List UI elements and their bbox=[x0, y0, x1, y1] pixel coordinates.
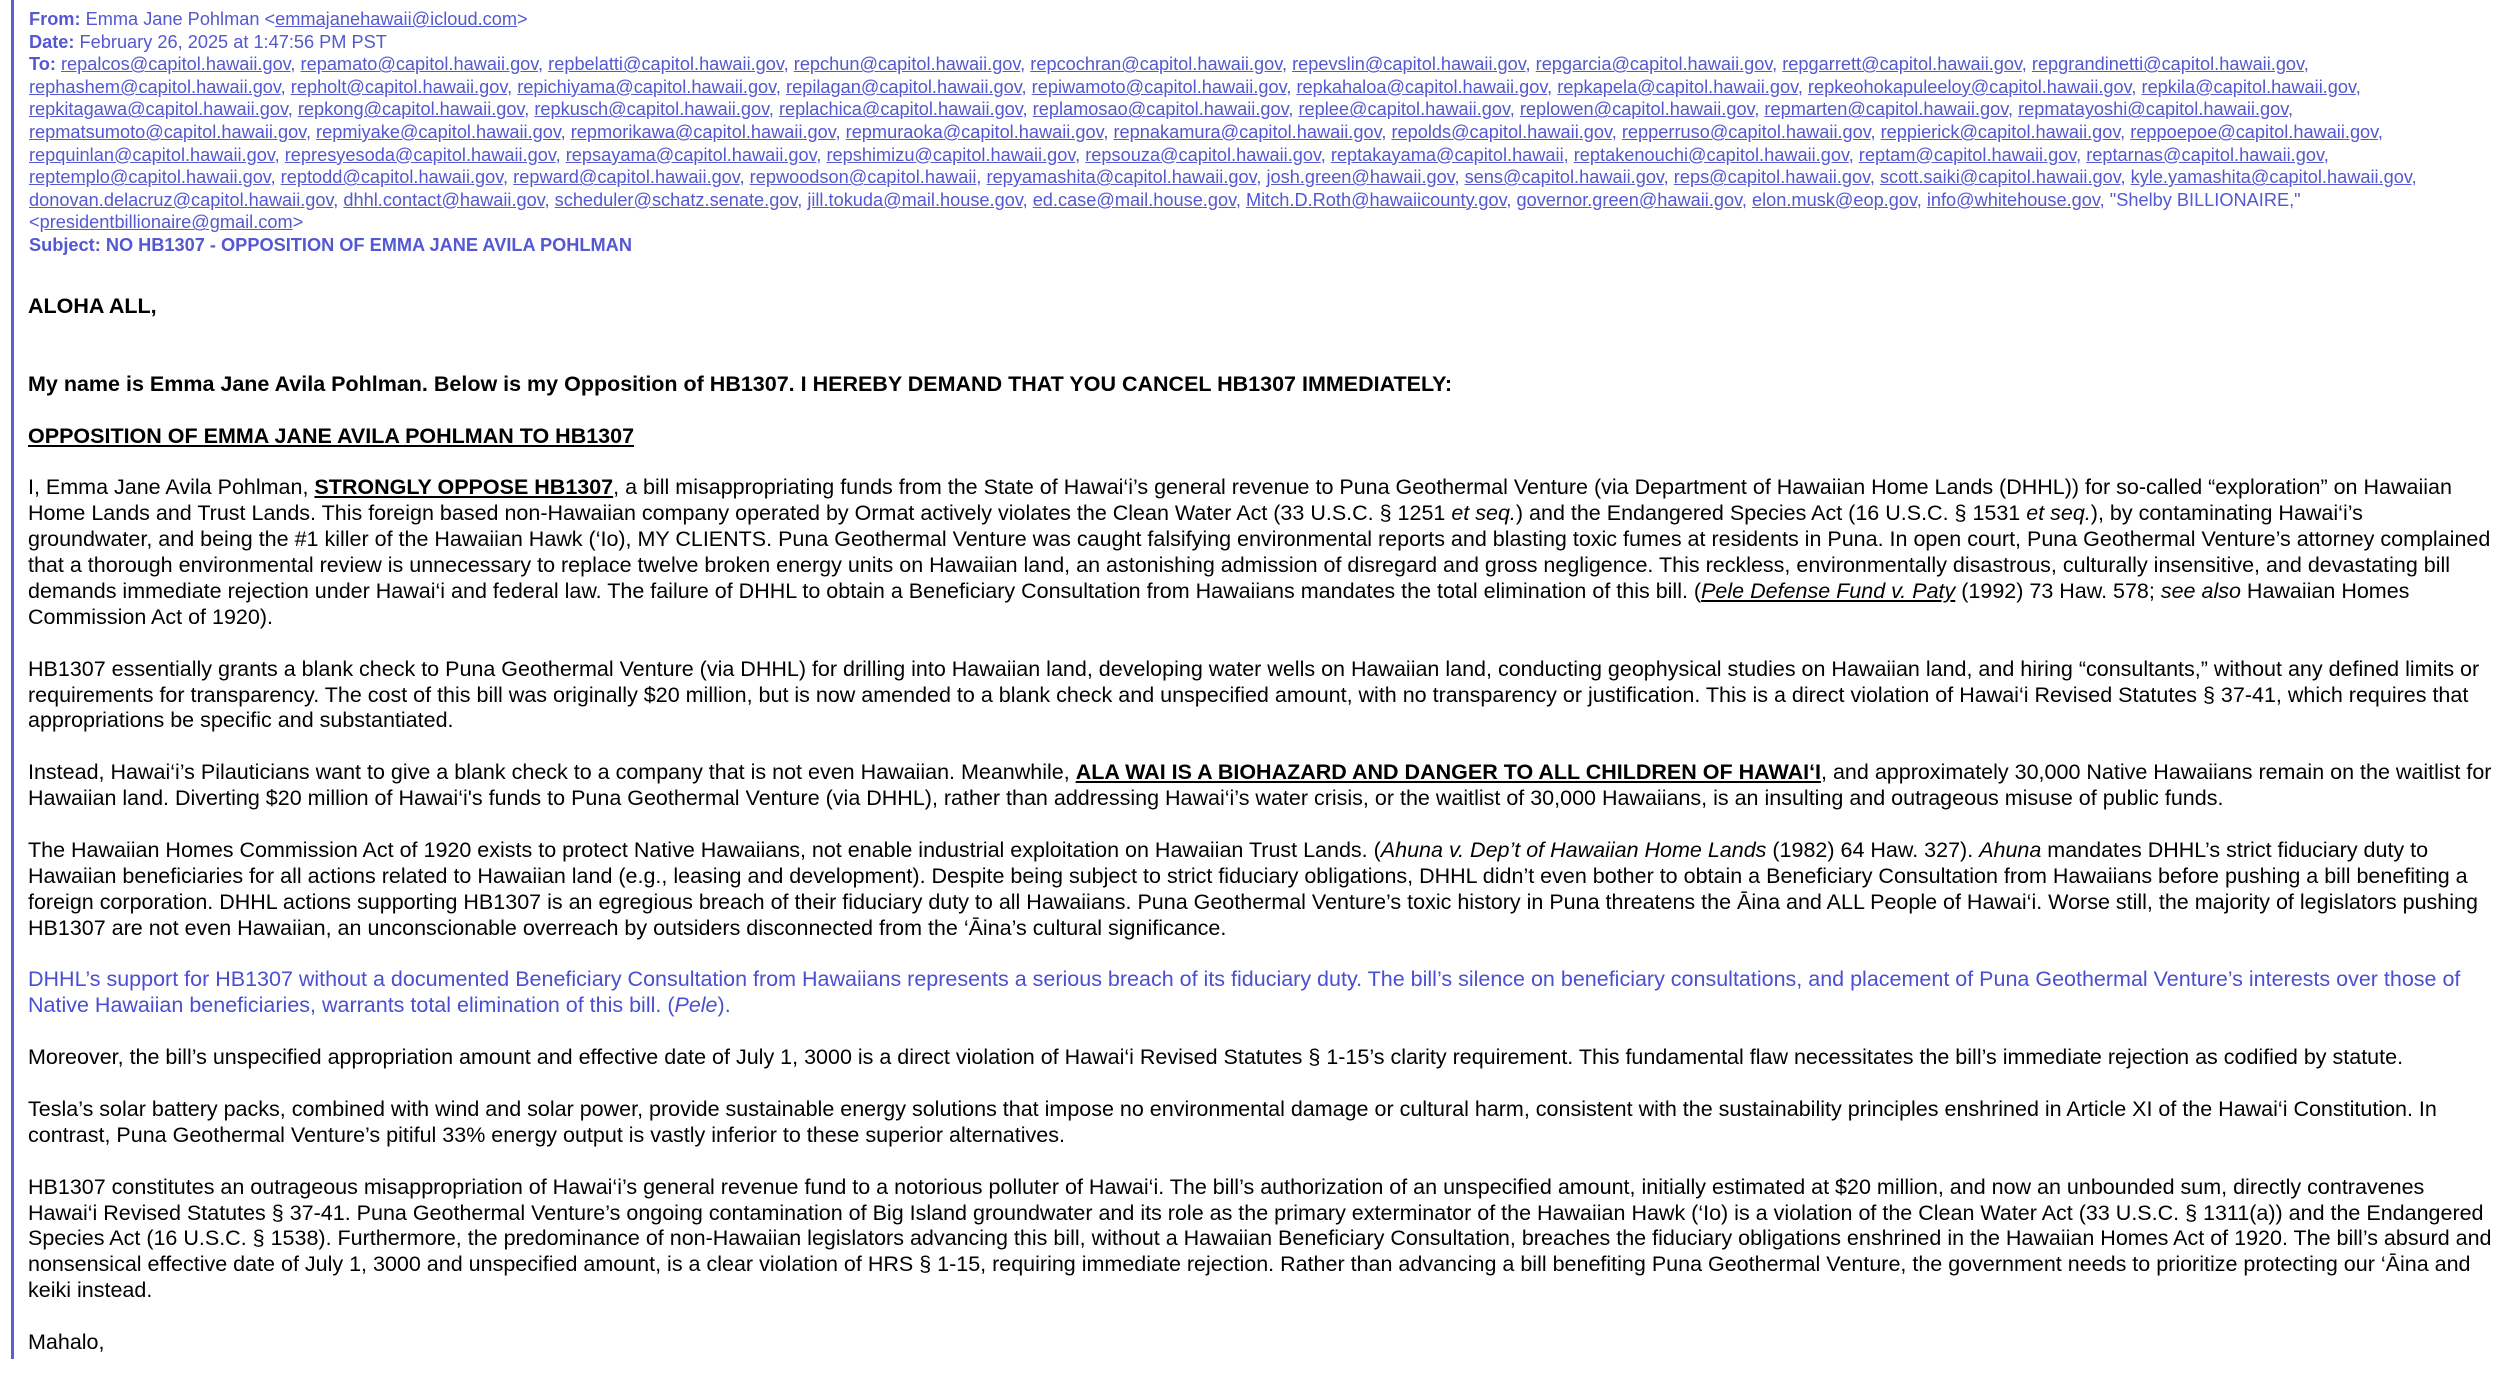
recipient-link[interactable]: elon.musk@eop.gov bbox=[1751, 189, 1917, 210]
intro-paragraph: My name is Emma Jane Avila Pohlman. Below is my Opposition of HB1307. I HEREBY DEMAND THAT YOU CANCEL HB1307 IMMEDIATELY: bbox=[28, 371, 1453, 396]
recipient-link[interactable]: Mitch.D.Roth@hawaiicounty.gov bbox=[1245, 189, 1507, 210]
subject-value: NO HB1307 - OPPOSITION OF EMMA JANE AVILA POHLMAN bbox=[105, 234, 632, 255]
recipient-link[interactable]: repalcos@capitol.hawaii.gov bbox=[61, 54, 291, 75]
from-row: From: Emma Jane Pohlman <emmajanehawaii@icloud.com> bbox=[29, 9, 528, 29]
subject-label: Subject: bbox=[29, 234, 101, 255]
recipient-link[interactable]: reptakayama@capitol.hawaii bbox=[1330, 144, 1564, 165]
p1-et-seq-1: et seq. bbox=[1451, 501, 1516, 526]
recipient-link[interactable]: repsouza@capitol.hawaii.gov bbox=[1085, 144, 1321, 165]
recipient-link[interactable]: repmarten@capitol.hawaii.gov bbox=[1764, 99, 2008, 120]
recipient-link[interactable]: repmorikawa@capitol.hawaii.gov bbox=[570, 121, 836, 142]
section-heading: OPPOSITION OF EMMA JANE AVILA POHLMAN TO HB1307 bbox=[28, 423, 635, 448]
paragraph-4 bbox=[28, 838, 2493, 942]
recipient-link[interactable]: reptodd@capitol.hawaii.gov bbox=[280, 167, 504, 188]
paragraph-2: HB1307 essentially grants a blank check to Puna Geothermal Venture (via DHHL) for drilling into Hawaiian land, developing water wells on Hawaiian land, conducting geophysical studies on Hawaiian land, and hiring “consultants,” without any defined limits or requirements for transparency. The cost of this bill was originally $20 million, but is now amended to a blank check and unspecified amount, with no transparency or justification. This is a direct violation of Hawai‘i Revised Statutes § 37-41, which requires that appropriations be specific and substantiated. bbox=[28, 656, 2480, 733]
recipient-link[interactable]: repkitagawa@capitol.hawaii.gov bbox=[29, 99, 288, 120]
recipient-link[interactable]: reppierick@capitol.hawaii.gov bbox=[1880, 121, 2121, 142]
recipient-link[interactable]: rephashem@capitol.hawaii.gov bbox=[29, 76, 281, 97]
recipient-link[interactable]: governor.green@hawaii.gov bbox=[1516, 189, 1742, 210]
recipient-link[interactable]: repilagan@capitol.hawaii.gov bbox=[786, 76, 1022, 97]
recipient-link[interactable]: reps@capitol.hawaii.gov bbox=[1673, 167, 1870, 188]
recipient-link[interactable]: repmiyake@capitol.hawaii.gov bbox=[316, 121, 561, 142]
p1-text-a: I, Emma Jane Avila Pohlman, bbox=[28, 475, 315, 500]
p5-text-a: DHHL’s support for HB1307 without a documented Beneficiary Consultation from Hawaiians represents a serious breach of its fiduciary duty. The bill’s silence on beneficiary consultations, and placement of Puna Geothermal Venture’s interests over those of Native Hawaiian beneficiaries, warrants total elimination of this bill. ( bbox=[28, 967, 2461, 1018]
paragraph-7: Tesla’s solar battery packs, combined with wind and solar power, provide sustainable energy solutions that impose no environmental damage or cultural harm, consistent with the sustainability principles enshrined in Article XI of the Hawai‘i Constitution. In contrast, Puna Geothermal Venture’s pitiful 33% energy output is vastly inferior to these superior alternatives. bbox=[28, 1096, 2437, 1147]
recipient-link[interactable]: kyle.yamashita@capitol.hawaii.gov bbox=[2130, 167, 2412, 188]
p4-text-e: mandates DHHL’s strict fiduciary duty to Hawaiian beneficiaries for all actions related to Hawaiian land (e.g., leasing and development). Despite being subject to strict fiduciary obligations, DHHL didn’t even bother to obtain a Beneficiary Consultation from Hawaiians before pushing a bill benefiting a foreign corporation. DHHL actions supporting HB1307 is an egregious breach of their fiduciary duty to all Hawaiians. Puna Geothermal Venture’s toxic history in Puna threatens the Āina and ALL People of Hawai‘i. Worse still, the majority of legislators pushing HB1307 are not even Hawaiian, an unconscionable overreach by outsiders disconnected from the ‘Āina’s cultural significance. bbox=[28, 837, 2478, 940]
recipient-link[interactable]: repmuraoka@capitol.hawaii.gov bbox=[845, 121, 1104, 142]
recipient-link[interactable]: replee@capitol.hawaii.gov bbox=[1298, 99, 1510, 120]
email-body bbox=[28, 294, 2493, 1382]
p1-see-also: see also bbox=[2160, 578, 2241, 603]
p5-pele: Pele bbox=[674, 993, 718, 1018]
recipient-link[interactable]: josh.green@hawaii.gov bbox=[1266, 167, 1455, 188]
recipient-link[interactable]: repnakamura@capitol.hawaii.gov bbox=[1113, 121, 1382, 142]
recipient-link[interactable]: repkapela@capitol.hawaii.gov bbox=[1557, 76, 1798, 97]
recipient-link[interactable]: reptakenouchi@capitol.hawaii.gov bbox=[1573, 144, 1849, 165]
recipient-link[interactable]: repevslin@capitol.hawaii.gov bbox=[1292, 54, 1526, 75]
recipient-link[interactable]: scheduler@schatz.senate.gov bbox=[554, 189, 798, 210]
recipient-link[interactable]: reptarnas@capitol.hawaii.gov bbox=[2086, 144, 2324, 165]
recipient-link[interactable]: repperruso@capitol.hawaii.gov bbox=[1621, 121, 1871, 142]
p3-text-a: Instead, Hawai‘i’s Pilauticians want to give a blank check to a company that is not even Hawaiian. Meanwhile, bbox=[28, 760, 1076, 785]
recipient-link[interactable]: repshimizu@capitol.hawaii.gov bbox=[826, 144, 1076, 165]
paragraph-5 bbox=[28, 967, 2493, 1019]
recipient-link[interactable]: ed.case@mail.house.gov bbox=[1032, 189, 1236, 210]
recipient-link[interactable]: jill.tokuda@mail.house.gov bbox=[807, 189, 1023, 210]
recipient-link[interactable]: repward@capitol.hawaii.gov bbox=[513, 167, 740, 188]
recipient-link[interactable]: replachica@capitol.hawaii.gov bbox=[778, 99, 1023, 120]
recipient-link[interactable]: repgrandinetti@capitol.hawaii.gov bbox=[2031, 54, 2304, 75]
recipient-link[interactable]: repchun@capitol.hawaii.gov bbox=[793, 54, 1021, 75]
recipient-link[interactable]: info@whitehouse.gov bbox=[1926, 189, 2100, 210]
recipient-link[interactable]: represyesoda@capitol.hawaii.gov bbox=[284, 144, 556, 165]
recipient-link[interactable]: sens@capitol.hawaii.gov bbox=[1464, 167, 1664, 188]
recipient-link[interactable]: repsayama@capitol.hawaii.gov bbox=[565, 144, 817, 165]
from-label: From: bbox=[29, 9, 81, 29]
recipient-link[interactable]: repbelatti@capitol.hawaii.gov bbox=[548, 54, 784, 75]
recipient-link[interactable]: repwoodson@capitol.hawaii bbox=[749, 167, 977, 188]
recipient-link[interactable]: repamato@capitol.hawaii.gov bbox=[300, 54, 539, 75]
paragraph-6: Moreover, the bill’s unspecified appropriation amount and effective date of July 1, 3000 is a direct violation of Hawai‘i Revised Statutes § 1-15’s clarity requirement. This fundamental flaw necessitates the bill’s immediate rejection as codified by statute. bbox=[28, 1045, 2404, 1070]
quote-bar bbox=[11, 0, 14, 1359]
recipient-link[interactable]: repholt@capitol.hawaii.gov bbox=[290, 76, 508, 97]
recipient-link[interactable]: replowen@capitol.hawaii.gov bbox=[1519, 99, 1755, 120]
closing: Mahalo, bbox=[28, 1330, 105, 1355]
paragraph-3 bbox=[28, 760, 2493, 812]
recipient-link[interactable]: repkeohokapuleeloy@capitol.hawaii.gov bbox=[1807, 76, 2132, 97]
recipient-link[interactable]: repolds@capitol.hawaii.gov bbox=[1391, 121, 1612, 142]
paragraph-1 bbox=[28, 475, 2493, 630]
p1-text-g: ), by contaminating Hawai‘i’s groundwater, and being the #1 killer of the Hawaiian Hawk (‘Io), MY CLIENTS. Puna Geothermal Venture was caught falsifying environmental reports and blasting toxic fumes at residents in Puna. In open court, Puna Geothermal Venture’s attorney complained that a thorough environmental review is unnecessary to replace twelve broken energy units on Hawaiian land, an astonishing admission of disregard and gross negligence. This reckless, environmentally disastrous, culturally insensitive, and devastating bill demands immediate rejection under Hawai‘i and federal law. The failure of DHHL to obtain a Beneficiary Consultation from Hawaiians mandates the total elimination of this bill. ( bbox=[28, 501, 2491, 603]
p1-text-i: (1992) 73 Haw. 578; bbox=[1955, 578, 2161, 603]
recipient-link[interactable]: repkila@capitol.hawaii.gov bbox=[2141, 76, 2356, 97]
paragraph-8: HB1307 constitutes an outrageous misappropriation of Hawai‘i’s general revenue fund to a notorious polluter of Hawai‘i. The bill’s authorization of an unspecified amount, initially estimated at $20 million, and now an unbounded sum, directly contravenes Hawai‘i Revised Statutes § 37-41. Puna Geothermal Venture’s ongoing contamination of Big Island groundwater and its role as the primary exterminator of the Hawaiian Hawk (‘Io) is a violation of the Clean Water Act (33 U.S.C. § 1311(a)) and the Endangered Species Act (16 U.S.C. § 1538). Furthermore, the predominance of non-Hawaiian legislators advancing this bill, without a Hawaiian Beneficiary Consultation, breaches the fiduciary obligations enshrined in the Hawaiian Homes Act of 1920. The bill’s absurd and nonsensical effective date of July 1, 3000 and unspecified amount, is a clear violation of HRS § 1-15, requiring immediate rejection. Rather than advancing a bill benefiting Puna Geothermal Venture, the government needs to prioritize protecting our ‘Āina and keiki instead. bbox=[28, 1174, 2492, 1303]
recipient-link[interactable]: dhhl.contact@hawaii.gov bbox=[343, 189, 545, 210]
recipient-link[interactable]: donovan.delacruz@capitol.hawaii.gov bbox=[29, 189, 334, 210]
recipient-link[interactable]: repkusch@capitol.hawaii.gov bbox=[534, 99, 769, 120]
recipient-link[interactable]: repmatayoshi@capitol.hawaii.gov bbox=[2018, 99, 2288, 120]
p4-text-a: The Hawaiian Homes Commission Act of 1920 exists to protect Native Hawaiians, not enable industrial exploitation on Hawaiian Trust Lands. ( bbox=[28, 837, 1381, 862]
last-recipient-name: "Shelby BILLIONAIRE," bbox=[2109, 189, 2301, 210]
date-value: February 26, 2025 at 1:47:56 PM PST bbox=[79, 31, 387, 52]
recipient-link[interactable]: reppoepoe@capitol.hawaii.gov bbox=[2130, 121, 2378, 142]
to-label: To: bbox=[29, 54, 56, 75]
p4-case-cite: Ahuna v. Dep’t of Hawaiian Home Lands bbox=[1380, 837, 1767, 862]
recipient-link[interactable]: repiwamoto@capitol.hawaii.gov bbox=[1031, 76, 1287, 97]
p4-ahuna: Ahuna bbox=[1979, 837, 2042, 862]
greeting: ALOHA ALL, bbox=[28, 294, 157, 318]
recipient-link[interactable]: repquinlan@capitol.hawaii.gov bbox=[29, 144, 275, 165]
p1-case-cite: Pele Defense Fund v. Paty bbox=[1701, 578, 1956, 603]
recipient-link[interactable]: repkahaloa@capitol.hawaii.gov bbox=[1296, 76, 1548, 97]
recipient-link[interactable]: scott.saiki@capitol.hawaii.gov bbox=[1879, 167, 2121, 188]
p3-ala-wai: ALA WAI IS A BIOHAZARD AND DANGER TO ALL CHILDREN OF HAWAI‘I bbox=[1075, 760, 1822, 785]
date-label: Date: bbox=[29, 31, 75, 52]
email-header bbox=[29, 8, 2489, 257]
recipient-link[interactable]: replamosao@capitol.hawaii.gov bbox=[1032, 99, 1289, 120]
p5-text-c: ). bbox=[717, 993, 731, 1018]
p1-strong-oppose: STRONGLY OPPOSE HB1307 bbox=[314, 475, 614, 500]
date-row bbox=[29, 31, 2489, 54]
p4-text-c: (1982) 64 Haw. 327). bbox=[1766, 837, 1980, 862]
p3-text-c: , and approximately 30,000 Native Hawaiians remain on the waitlist for Hawaiian land. Diverting $20 million of Hawai‘i's funds to Puna Geothermal Venture (via DHHL), rather than addressing Hawai‘i’s water crisis, or the waitlist of 30,000 Hawaiians, is an insulting and outrageous misuse of public funds. bbox=[28, 760, 2492, 811]
from-name: Emma Jane Pohlman bbox=[85, 9, 260, 29]
p1-text-c: , a bill misappropriating funds from the State of Hawai‘i’s general revenue to Puna Geothermal Venture (via Department of Hawaiian Home Lands (DHHL)) for so-called “exploration” on Hawaiian Home Lands and Trust Lands. This foreign based non-Hawaiian company operated by Ormat actively violates the Clean Water Act (33 U.S.C. § 1251 bbox=[28, 475, 2452, 526]
p1-et-seq-2: et seq. bbox=[2026, 501, 2091, 526]
recipient-link[interactable]: repcochran@capitol.hawaii.gov bbox=[1030, 54, 1282, 75]
recipient-link[interactable]: presidentbillionaire@gmail.com bbox=[39, 212, 293, 233]
recipient-link[interactable]: repmatsumoto@capitol.hawaii.gov bbox=[29, 121, 306, 142]
from-email-link[interactable]: emmajanehawaii@icloud.com bbox=[275, 9, 518, 29]
recipient-link[interactable]: reptam@capitol.hawaii.gov bbox=[1858, 144, 2077, 165]
recipient-link[interactable]: reptemplo@capitol.hawaii.gov bbox=[29, 167, 271, 188]
p1-text-e: ) and the Endangered Species Act (16 U.S.C. § 1531 bbox=[1515, 501, 2027, 526]
recipient-link[interactable]: repgarrett@capitol.hawaii.gov bbox=[1782, 54, 2022, 75]
p1-text-k: Hawaiian Homes Commission Act of 1920). bbox=[28, 578, 2410, 629]
recipient-link[interactable]: repgarcia@capitol.hawaii.gov bbox=[1535, 54, 1773, 75]
recipient-link[interactable]: repichiyama@capitol.hawaii.gov bbox=[517, 76, 776, 97]
recipient-link[interactable]: repkong@capitol.hawaii.gov bbox=[297, 99, 525, 120]
to-row: To: repalcos@capitol.hawaii.gov, repamato@capitol.hawaii.gov, repbelatti@capitol.hawaii.gov, repchun@capitol.hawaii.gov, repcochran@capitol.hawaii.gov, repevslin@capitol.hawaii.gov, repgarcia@capitol.hawaii.gov, repgarrett@capitol.hawaii.gov, repgrandinetti@capitol.hawaii.gov, rephashem@capitol.hawaii.gov, repholt@capitol.hawaii.gov, repichiyama@capitol.hawaii.gov, repilagan@capitol.hawaii.gov, repiwamoto@capitol.hawaii.gov, repkahaloa@capitol.hawaii.gov, repkapela@capitol.hawaii.gov, repkeohokapuleeloy@capitol.hawaii.gov, repkila@capitol.hawaii.gov, repkitagawa@capitol.hawaii.gov, repkong@capitol.hawaii.gov, repkusch@capitol.hawaii.gov, replachica@capitol.hawaii.gov, replamosao@capitol.hawaii.gov, replee@capitol.hawaii.gov, replowen@capitol.hawaii.gov, repmarten@capitol.hawaii.gov, repmatayoshi@capitol.hawaii.gov, repmatsumoto@capitol.hawaii.gov, repmiyake@capitol.hawaii.gov, repmorikawa@capitol.hawaii.gov, repmuraoka@capitol.hawaii.gov, repnakamura@capitol.hawaii.gov, repolds@capitol.hawaii.gov, repperruso@capitol.hawaii.gov, reppierick@capitol.hawaii.gov, reppoepoe@capitol.hawaii.gov, repquinlan@capitol.hawaii.gov, represyesoda@capitol.hawaii.gov, repsayama@capitol.hawaii.gov, repshimizu@capitol.hawaii.gov, repsouza@capitol.hawaii.gov, reptakayama@capitol.hawaii, reptakenouchi@capitol.hawaii.gov, reptam@capitol.hawaii.gov, reptarnas@capitol.hawaii.gov, reptemplo@capitol.hawaii.gov, reptodd@capitol.hawaii.gov, repward@capitol.hawaii.gov, repwoodson@capitol.hawaii, repyamashita@capitol.hawaii.gov, josh.green@hawaii.gov, sens@capitol.hawaii.gov, reps@capitol.hawaii.gov, scott.saiki@capitol.hawaii.gov, kyle.yamashita@capitol.hawaii.gov, donovan.delacruz@capitol.hawaii.gov, dhhl.contact@hawaii.gov, scheduler@schatz.senate.gov, jill.tokuda@mail.house.gov, ed.case@mail.house.gov, Mitch.D.Roth@hawaiicounty.gov, governor.green@hawaii.gov, elon.musk@eop.gov, info@whitehouse.gov, "Shelby BILLIONAIRE," <presidentbillionaire@gmail.com> bbox=[29, 54, 2417, 233]
subject-row bbox=[29, 234, 2489, 257]
recipient-link[interactable]: repyamashita@capitol.hawaii.gov bbox=[986, 167, 1257, 188]
